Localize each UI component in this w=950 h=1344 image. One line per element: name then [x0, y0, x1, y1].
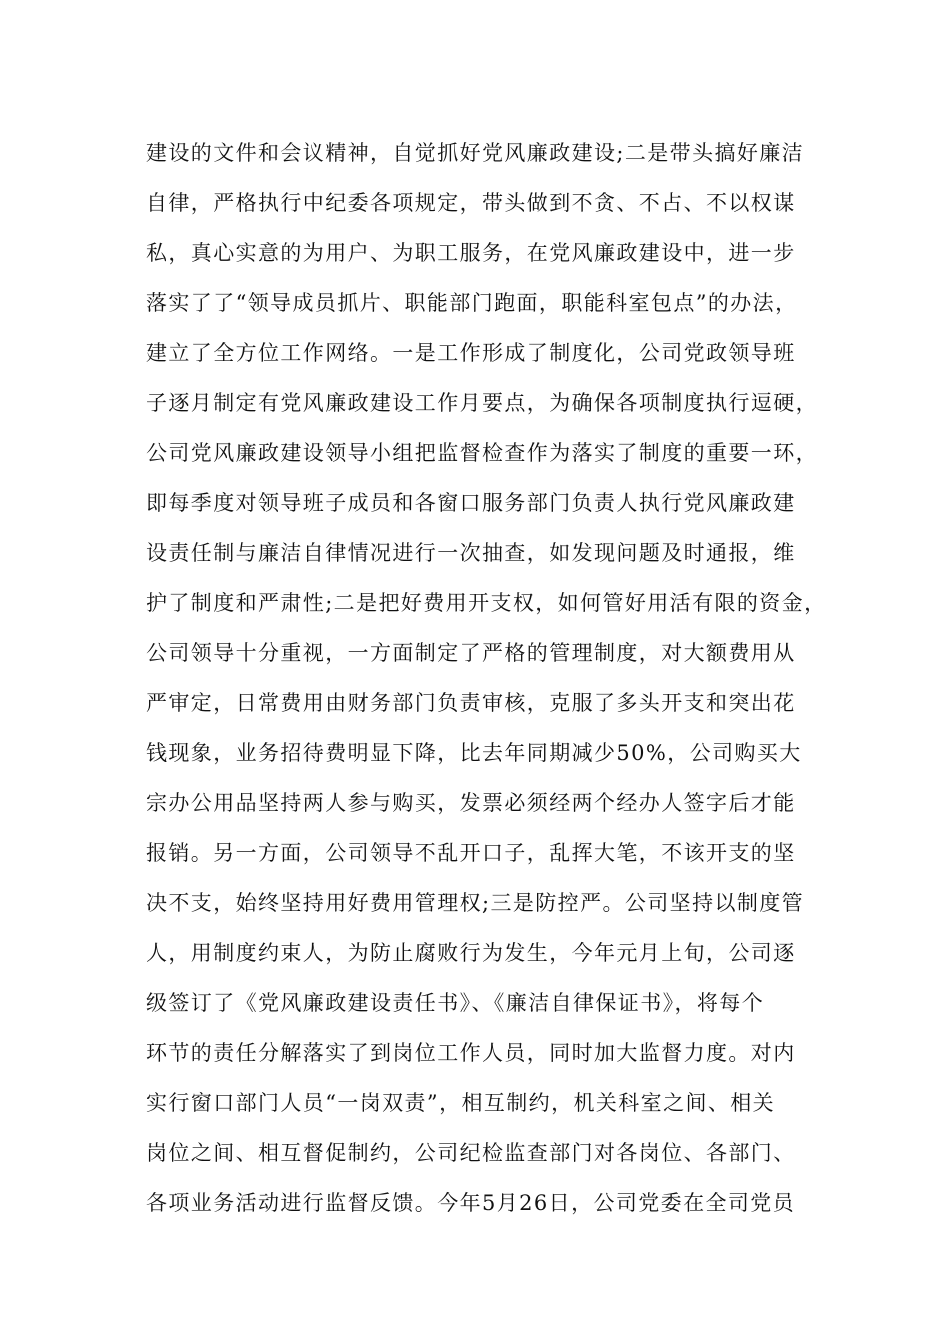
text-line: 护了制度和严肃性;二是把好费用开支权，如何管好用活有限的资金， — [146, 591, 827, 615]
text-line: 私，真心实意的为用户、为职工服务，在党风廉政建设中，进一步 — [146, 241, 796, 265]
text-line: 即每季度对领导班子成员和各窗口服务部门负责人执行党风廉政建 — [146, 491, 796, 515]
text-line: 人，用制度约束人，为防止腐败行为发生，今年元月上旬，公司逐 — [146, 941, 796, 965]
text-line: 公司党风廉政建设领导小组把监督检查作为落实了制度的重要一环， — [146, 441, 818, 465]
text-line: 建设的文件和会议精神，自觉抓好党风廉政建设;二是带头搞好廉洁 — [146, 141, 805, 165]
text-line: 决不支，始终坚持用好费用管理权;三是防控严。公司坚持以制度管 — [146, 891, 805, 915]
text-line: 落实了了“领导成员抓片、职能部门跑面，职能科室包点”的办法， — [146, 291, 798, 315]
text-line: 级签订了《党风廉政建设责任书》、《廉洁自律保证书》，将每个 — [146, 991, 765, 1015]
text-line: 建立了全方位工作网络。一是工作形成了制度化，公司党政领导班 — [146, 341, 796, 365]
text-line: 钱现象，业务招待费明显下降，比去年同期减少50%，公司购买大 — [146, 741, 802, 765]
text-line: 设责任制与廉洁自律情况进行一次抽查，如发现问题及时通报，维 — [146, 541, 796, 565]
text-line: 严审定，日常费用由财务部门负责审核，克服了多头开支和突出花 — [146, 691, 796, 715]
text-line: 岗位之间、相互督促制约，公司纪检监查部门对各岗位、各部门、 — [146, 1141, 796, 1165]
text-line: 公司领导十分重视，一方面制定了严格的管理制度，对大额费用从 — [146, 641, 796, 665]
text-line: 宗办公用品坚持两人参与购买，发票必须经两个经办人签字后才能 — [146, 791, 796, 815]
text-line: 报销。另一方面，公司领导不乱开口子，乱挥大笔，不该开支的坚 — [146, 841, 796, 865]
body-text — [146, 128, 826, 1228]
text-line: 各项业务活动进行监督反馈。今年5月26日，公司党委在全司党员 — [146, 1191, 796, 1215]
text-line: 子逐月制定有党风廉政建设工作月要点，为确保各项制度执行逗硬， — [146, 391, 818, 415]
text-line: 实行窗口部门人员“一岗双责”，相互制约，机关科室之间、相关 — [146, 1091, 776, 1115]
text-line: 环节的责任分解落实了到岗位工作人员，同时加大监督力度。对内 — [146, 1041, 796, 1065]
text-line: 自律，严格执行中纪委各项规定，带头做到不贪、不占、不以权谋 — [146, 191, 796, 215]
